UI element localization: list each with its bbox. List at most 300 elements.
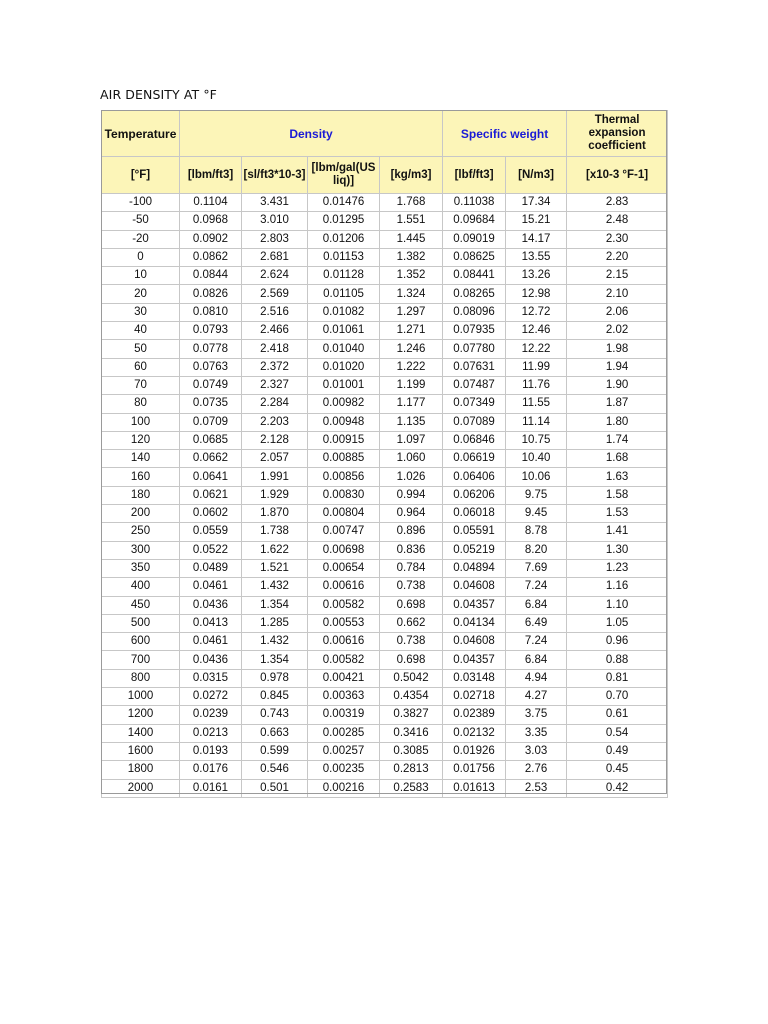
table-cell: 2.15 (567, 267, 668, 285)
table-cell: 0.06619 (443, 450, 506, 468)
table-cell: 11.55 (506, 395, 567, 413)
table-cell: 1.768 (380, 194, 443, 212)
table-cell: 0.00216 (308, 779, 380, 797)
table-cell: 2.203 (242, 413, 308, 431)
unit-header-cell: [kg/m3] (380, 157, 443, 194)
table-cell: 7.69 (506, 559, 567, 577)
table-row (102, 450, 668, 468)
table-cell: 2.20 (567, 248, 668, 266)
table-row (102, 267, 668, 285)
table-row (102, 724, 668, 742)
table-cell: 0.978 (242, 669, 308, 687)
table-cell: 0.00285 (308, 724, 380, 742)
table-cell: 0.08096 (443, 303, 506, 321)
table-row (102, 742, 668, 760)
table-cell: 50 (102, 340, 180, 358)
table-cell: 0.45 (567, 761, 668, 779)
table-cell: 0.01206 (308, 230, 380, 248)
table-cell: 0.0461 (180, 633, 242, 651)
table-cell: 800 (102, 669, 180, 687)
table-cell: 12.72 (506, 303, 567, 321)
table-cell: 350 (102, 559, 180, 577)
table-cell: 0.00698 (308, 541, 380, 559)
table-row (102, 395, 668, 413)
table-cell: 40 (102, 322, 180, 340)
table-cell: 0.0902 (180, 230, 242, 248)
table-cell: 0.07487 (443, 376, 506, 394)
table-cell: 1.060 (380, 450, 443, 468)
table-row (102, 669, 668, 687)
header-temperature: Temperature (102, 111, 180, 157)
table-cell: 10.06 (506, 468, 567, 486)
table-cell: 1.929 (242, 486, 308, 504)
table-cell: 0.0763 (180, 358, 242, 376)
table-cell: 0.54 (567, 724, 668, 742)
table-cell: 0.00915 (308, 431, 380, 449)
table-cell: 0.0239 (180, 706, 242, 724)
table-cell: 1.53 (567, 505, 668, 523)
table-cell: 0.0735 (180, 395, 242, 413)
table-cell: 0.00582 (308, 596, 380, 614)
table-cell: 2.284 (242, 395, 308, 413)
table-cell: 1000 (102, 688, 180, 706)
table-cell: 2.624 (242, 267, 308, 285)
table-cell: 1.87 (567, 395, 668, 413)
table-cell: 1.382 (380, 248, 443, 266)
table-cell: 1.445 (380, 230, 443, 248)
table-cell: 2.803 (242, 230, 308, 248)
table-cell: 0.01926 (443, 742, 506, 760)
table-cell: 2.48 (567, 212, 668, 230)
table-cell: 0.01061 (308, 322, 380, 340)
table-cell: 0.09684 (443, 212, 506, 230)
table-cell: 0.836 (380, 541, 443, 559)
table-cell: 0.0436 (180, 651, 242, 669)
table-cell: 1.354 (242, 651, 308, 669)
table-cell: 120 (102, 431, 180, 449)
table-cell: 0.00235 (308, 761, 380, 779)
table-cell: 0.0602 (180, 505, 242, 523)
table-cell: 2.128 (242, 431, 308, 449)
table-cell: 0.1104 (180, 194, 242, 212)
table-row (102, 688, 668, 706)
table-cell: 0.00616 (308, 633, 380, 651)
table-cell: 2.569 (242, 285, 308, 303)
table-cell: 1.63 (567, 468, 668, 486)
table-cell: 0.06206 (443, 486, 506, 504)
table-cell: 450 (102, 596, 180, 614)
table-row (102, 230, 668, 248)
table-cell: 0.0461 (180, 578, 242, 596)
table-cell: 0.00363 (308, 688, 380, 706)
table-cell: 0.0844 (180, 267, 242, 285)
table-cell: 0.09019 (443, 230, 506, 248)
table-cell: 0.11038 (443, 194, 506, 212)
unit-header-cell: [°F] (102, 157, 180, 194)
unit-header-cell: [lbm/ft3] (180, 157, 242, 194)
table-cell: 6.84 (506, 651, 567, 669)
table-cell: 11.76 (506, 376, 567, 394)
table-cell: 0.03148 (443, 669, 506, 687)
table-cell: 2.681 (242, 248, 308, 266)
table-cell: 1.297 (380, 303, 443, 321)
table-cell: 0.0749 (180, 376, 242, 394)
table-cell: 1.58 (567, 486, 668, 504)
table-cell: 1.05 (567, 614, 668, 632)
table-cell: 0.07780 (443, 340, 506, 358)
unit-header-cell: [x10-3 °F-1] (567, 157, 668, 194)
table-cell: 15.21 (506, 212, 567, 230)
table-cell: 0.04608 (443, 578, 506, 596)
table-cell: 2.06 (567, 303, 668, 321)
table-cell: 8.78 (506, 523, 567, 541)
table-cell: 12.98 (506, 285, 567, 303)
table-row (102, 761, 668, 779)
table-cell: 1400 (102, 724, 180, 742)
table-cell: 0.0685 (180, 431, 242, 449)
air-density-table (101, 110, 668, 798)
table-row (102, 431, 668, 449)
table-cell: 0.70 (567, 688, 668, 706)
table-cell: 0.00616 (308, 578, 380, 596)
table-row (102, 596, 668, 614)
table-cell: 13.26 (506, 267, 567, 285)
table-row (102, 376, 668, 394)
table-cell: 0.05591 (443, 523, 506, 541)
table-cell: 6.49 (506, 614, 567, 632)
table-cell: 0.01295 (308, 212, 380, 230)
table-cell: 12.22 (506, 340, 567, 358)
table-cell: 160 (102, 468, 180, 486)
table-cell: 1.68 (567, 450, 668, 468)
table-cell: 1.271 (380, 322, 443, 340)
table-cell: 1.352 (380, 267, 443, 285)
table-row (102, 322, 668, 340)
table-cell: 0.96 (567, 633, 668, 651)
air-density-table-container (101, 110, 667, 798)
table-body (102, 194, 668, 798)
table-row (102, 413, 668, 431)
table-cell: 0.546 (242, 761, 308, 779)
table-cell: 1.16 (567, 578, 668, 596)
table-cell: 0.0778 (180, 340, 242, 358)
unit-header-cell: [lbf/ft3] (443, 157, 506, 194)
table-cell: 0.501 (242, 779, 308, 797)
table-cell: 0.00654 (308, 559, 380, 577)
table-cell: 13.55 (506, 248, 567, 266)
table-cell: 0.0161 (180, 779, 242, 797)
table-row (102, 358, 668, 376)
table-cell: 1.432 (242, 633, 308, 651)
table-row (102, 340, 668, 358)
table-cell: 1600 (102, 742, 180, 760)
table-cell: 0 (102, 248, 180, 266)
table-cell: 1.74 (567, 431, 668, 449)
table-cell: 0.01001 (308, 376, 380, 394)
table-cell: 1.354 (242, 596, 308, 614)
table-cell: 10 (102, 267, 180, 285)
header-density: Density (180, 111, 443, 157)
page-title: AIR DENSITY AT °F (100, 87, 217, 102)
table-cell: 0.0315 (180, 669, 242, 687)
table-cell: 0.896 (380, 523, 443, 541)
table-cell: 500 (102, 614, 180, 632)
table-cell: 4.94 (506, 669, 567, 687)
table-row (102, 303, 668, 321)
table-cell: 4.27 (506, 688, 567, 706)
table-cell: 7.24 (506, 633, 567, 651)
table-cell: 0.0489 (180, 559, 242, 577)
table-cell: 0.04608 (443, 633, 506, 651)
table-row (102, 706, 668, 724)
table-cell: 0.0793 (180, 322, 242, 340)
table-cell: 9.75 (506, 486, 567, 504)
table-cell: 1.135 (380, 413, 443, 431)
table-cell: 0.663 (242, 724, 308, 742)
header-thermal-expansion: Thermal expansion coefficient (567, 111, 668, 157)
table-cell: 1.90 (567, 376, 668, 394)
table-cell: 0.00257 (308, 742, 380, 760)
table-cell: 0.0272 (180, 688, 242, 706)
table-cell: -50 (102, 212, 180, 230)
table-cell: 0.00804 (308, 505, 380, 523)
table-cell: 0.0436 (180, 596, 242, 614)
table-cell: 0.06406 (443, 468, 506, 486)
table-cell: 0.02389 (443, 706, 506, 724)
table-cell: 3.75 (506, 706, 567, 724)
table-row (102, 212, 668, 230)
unit-header-cell: [lbm/gal(US liq)] (308, 157, 380, 194)
table-cell: 2.418 (242, 340, 308, 358)
table-cell: 2.02 (567, 322, 668, 340)
table-cell: 0.04134 (443, 614, 506, 632)
table-cell: 30 (102, 303, 180, 321)
table-cell: 0.49 (567, 742, 668, 760)
table-cell: 80 (102, 395, 180, 413)
table-cell: 0.00982 (308, 395, 380, 413)
table-cell: 2.057 (242, 450, 308, 468)
table-row (102, 523, 668, 541)
table-row (102, 541, 668, 559)
table-cell: 0.0559 (180, 523, 242, 541)
header-row-main (102, 111, 668, 157)
table-cell: 2.10 (567, 285, 668, 303)
table-cell: 0.662 (380, 614, 443, 632)
table-cell: 0.05219 (443, 541, 506, 559)
table-cell: 2.372 (242, 358, 308, 376)
table-cell: 1.222 (380, 358, 443, 376)
table-cell: 1.521 (242, 559, 308, 577)
table-cell: 0.0522 (180, 541, 242, 559)
table-row (102, 486, 668, 504)
table-cell: 1.738 (242, 523, 308, 541)
table-cell: 0.0968 (180, 212, 242, 230)
table-cell: 0.01613 (443, 779, 506, 797)
unit-header-cell: [N/m3] (506, 157, 567, 194)
table-cell: 1.23 (567, 559, 668, 577)
table-cell: 1200 (102, 706, 180, 724)
table-cell: 0.2813 (380, 761, 443, 779)
table-cell: -20 (102, 230, 180, 248)
table-cell: 11.14 (506, 413, 567, 431)
table-cell: 0.0621 (180, 486, 242, 504)
table-cell: 0.698 (380, 651, 443, 669)
table-cell: 180 (102, 486, 180, 504)
table-cell: 1.324 (380, 285, 443, 303)
table-cell: 2.83 (567, 194, 668, 212)
table-cell: 2.76 (506, 761, 567, 779)
table-cell: 0.00948 (308, 413, 380, 431)
table-cell: 0.01020 (308, 358, 380, 376)
table-cell: 0.00553 (308, 614, 380, 632)
table-cell: 0.3827 (380, 706, 443, 724)
table-cell: 0.0709 (180, 413, 242, 431)
table-cell: 0.04357 (443, 596, 506, 614)
table-cell: 0.00830 (308, 486, 380, 504)
table-cell: 1.991 (242, 468, 308, 486)
table-cell: 0.01105 (308, 285, 380, 303)
table-cell: 1.026 (380, 468, 443, 486)
table-cell: 3.431 (242, 194, 308, 212)
table-cell: 3.35 (506, 724, 567, 742)
table-cell: 0.00319 (308, 706, 380, 724)
table-row (102, 248, 668, 266)
table-cell: 1.622 (242, 541, 308, 559)
table-cell: 2.327 (242, 376, 308, 394)
table-cell: 0.07631 (443, 358, 506, 376)
table-cell: 400 (102, 578, 180, 596)
table-cell: 600 (102, 633, 180, 651)
table-cell: 0.06018 (443, 505, 506, 523)
table-row (102, 578, 668, 596)
table-row (102, 468, 668, 486)
table-cell: 1.10 (567, 596, 668, 614)
table-cell: 10.75 (506, 431, 567, 449)
table-cell: 60 (102, 358, 180, 376)
table-cell: 10.40 (506, 450, 567, 468)
table-cell: 1.41 (567, 523, 668, 541)
table-cell: 1.246 (380, 340, 443, 358)
table-cell: 0.964 (380, 505, 443, 523)
table-cell: 0.07935 (443, 322, 506, 340)
table-cell: 0.784 (380, 559, 443, 577)
table-cell: 0.0826 (180, 285, 242, 303)
table-cell: 1.80 (567, 413, 668, 431)
table-cell: 0.0176 (180, 761, 242, 779)
table-cell: 0.08265 (443, 285, 506, 303)
table-cell: 0.4354 (380, 688, 443, 706)
table-cell: 1.94 (567, 358, 668, 376)
table-cell: 11.99 (506, 358, 567, 376)
table-cell: 17.34 (506, 194, 567, 212)
table-cell: 200 (102, 505, 180, 523)
table-cell: 1.551 (380, 212, 443, 230)
table-cell: 1.285 (242, 614, 308, 632)
table-cell: 0.3416 (380, 724, 443, 742)
table-cell: 1.177 (380, 395, 443, 413)
table-cell: 0.00421 (308, 669, 380, 687)
table-cell: 0.01756 (443, 761, 506, 779)
table-cell: 70 (102, 376, 180, 394)
table-cell: 0.08441 (443, 267, 506, 285)
table-row (102, 194, 668, 212)
table-cell: 0.08625 (443, 248, 506, 266)
table-cell: 0.61 (567, 706, 668, 724)
table-cell: -100 (102, 194, 180, 212)
table-row (102, 614, 668, 632)
table-cell: 0.01153 (308, 248, 380, 266)
table-cell: 100 (102, 413, 180, 431)
unit-header-cell: [sl/ft3*10-3] (242, 157, 308, 194)
table-cell: 0.00582 (308, 651, 380, 669)
table-cell: 0.00856 (308, 468, 380, 486)
table-cell: 0.81 (567, 669, 668, 687)
table-cell: 0.5042 (380, 669, 443, 687)
table-cell: 1.98 (567, 340, 668, 358)
table-row (102, 285, 668, 303)
table-cell: 0.42 (567, 779, 668, 797)
table-cell: 0.743 (242, 706, 308, 724)
table-cell: 2.516 (242, 303, 308, 321)
table-cell: 0.698 (380, 596, 443, 614)
table-cell: 1800 (102, 761, 180, 779)
table-cell: 9.45 (506, 505, 567, 523)
table-cell: 0.3085 (380, 742, 443, 760)
table-cell: 1.30 (567, 541, 668, 559)
table-cell: 14.17 (506, 230, 567, 248)
table-cell: 700 (102, 651, 180, 669)
table-cell: 1.870 (242, 505, 308, 523)
table-cell: 300 (102, 541, 180, 559)
table-cell: 0.738 (380, 633, 443, 651)
table-cell: 0.04894 (443, 559, 506, 577)
table-cell: 1.097 (380, 431, 443, 449)
table-cell: 0.0413 (180, 614, 242, 632)
table-cell: 0.0862 (180, 248, 242, 266)
table-cell: 0.0193 (180, 742, 242, 760)
table-cell: 0.02132 (443, 724, 506, 742)
table-cell: 0.0662 (180, 450, 242, 468)
table-cell: 0.07089 (443, 413, 506, 431)
table-cell: 0.2583 (380, 779, 443, 797)
table-cell: 140 (102, 450, 180, 468)
table-cell: 0.00885 (308, 450, 380, 468)
table-row (102, 559, 668, 577)
header-row-units (102, 157, 668, 194)
table-cell: 0.845 (242, 688, 308, 706)
table-cell: 3.010 (242, 212, 308, 230)
table-row (102, 505, 668, 523)
table-cell: 2.53 (506, 779, 567, 797)
table-row (102, 651, 668, 669)
table-cell: 0.0810 (180, 303, 242, 321)
table-cell: 0.07349 (443, 395, 506, 413)
table-cell: 0.738 (380, 578, 443, 596)
table-cell: 6.84 (506, 596, 567, 614)
table-cell: 0.01128 (308, 267, 380, 285)
table-cell: 0.994 (380, 486, 443, 504)
table-cell: 2.466 (242, 322, 308, 340)
table-cell: 8.20 (506, 541, 567, 559)
table-cell: 0.0213 (180, 724, 242, 742)
table-row (102, 779, 668, 797)
table-cell: 2000 (102, 779, 180, 797)
table-cell: 0.02718 (443, 688, 506, 706)
table-cell: 2.30 (567, 230, 668, 248)
table-cell: 0.01476 (308, 194, 380, 212)
table-row (102, 633, 668, 651)
table-cell: 12.46 (506, 322, 567, 340)
